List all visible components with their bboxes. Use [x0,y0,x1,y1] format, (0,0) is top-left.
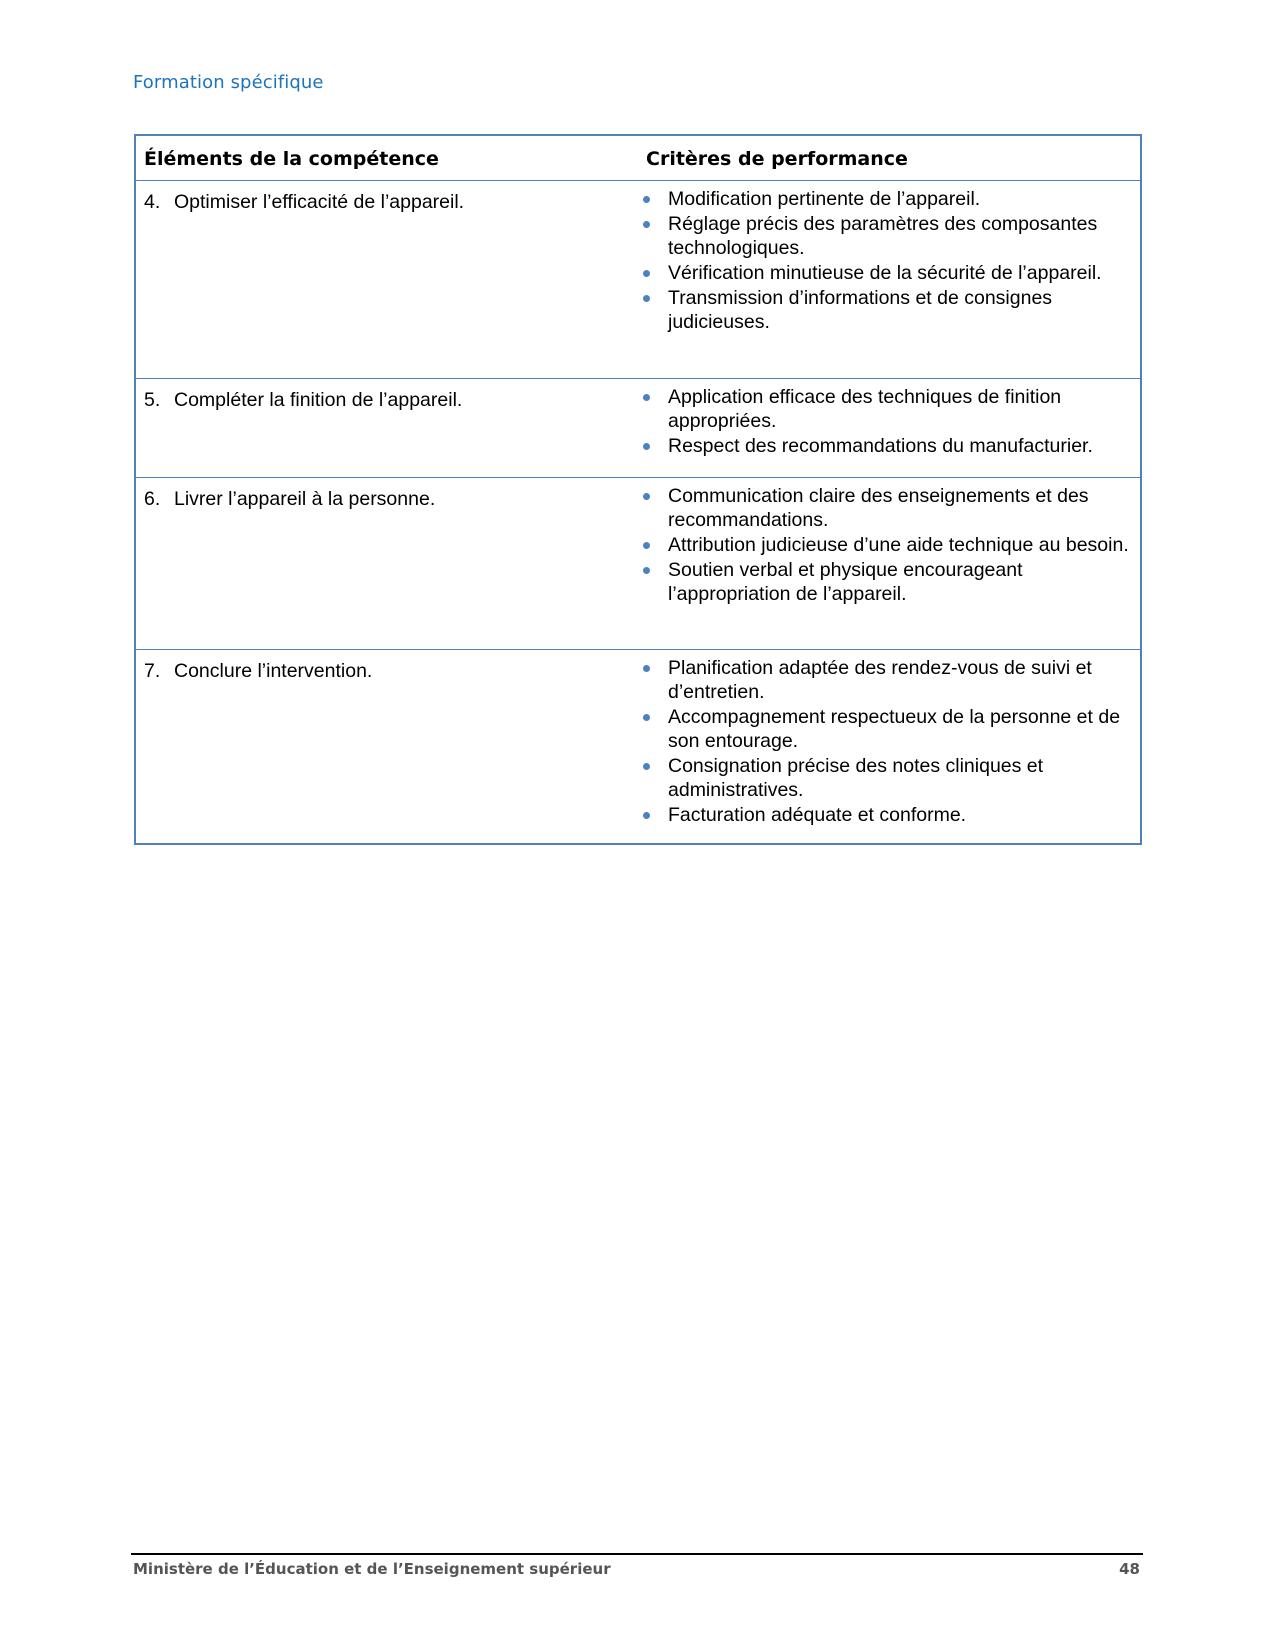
table-row [136,477,1140,649]
table-row [136,649,1140,843]
bullet-icon [643,493,650,500]
bullet-icon [643,542,650,549]
criteria-item: Modification pertinente de l’appareil. [638,187,1134,211]
table-row [136,180,1140,378]
bullet-icon [643,270,650,277]
criteria-item: Vérification minutieuse de la sécurité de l’appareil. [638,261,1134,285]
criteria-item: Application efficace des techniques de finition appropriées. [638,385,1134,433]
bullet-icon [643,714,650,721]
criteria-list [638,385,1134,458]
criteria-cell [638,649,1140,843]
page-number: 48 [1119,1560,1140,1578]
criteria-item: Planification adaptée des rendez-vous de suivi et d’entretien. [638,656,1134,704]
bullet-icon [643,221,650,228]
criteria-list [638,187,1134,334]
footer-divider [131,1553,1143,1555]
criteria-item: Soutien verbal et physique encourageant l’appropriation de l’appareil. [638,558,1134,606]
element-cell [136,378,638,477]
criteria-item: Attribution judicieuse d’une aide technique au besoin. [638,533,1134,557]
element-text: Conclure l’intervention. [174,659,373,682]
criteria-item: Accompagnement respectueux de la personne et de son entourage. [638,705,1134,753]
element-number: 4. [144,190,161,213]
bullet-icon [643,295,650,302]
bullet-icon [643,196,650,203]
element-number: 7. [144,659,161,682]
table-row [136,378,1140,477]
criteria-cell [638,477,1140,649]
element-text: Livrer l’appareil à la personne. [174,487,436,510]
criteria-item: Réglage précis des paramètres des composantes technologiques. [638,212,1134,260]
element-text: Compléter la finition de l’appareil. [174,388,463,411]
element-number: 5. [144,388,161,411]
bullet-icon [643,763,650,770]
competency-table [134,134,1142,845]
element-cell [136,180,638,378]
table-header-row [136,136,1140,180]
section-title: Formation spécifique [133,72,324,93]
criteria-list [638,656,1134,827]
bullet-icon [643,443,650,450]
criteria-item: Respect des recommandations du manufacturier. [638,434,1134,458]
element-text: Optimiser l’efficacité de l’appareil. [174,190,465,213]
criteria-item: Facturation adéquate et conforme. [638,803,1134,827]
element-cell [136,477,638,649]
column-header-elements: Éléments de la compétence [136,136,638,180]
element-cell [136,649,638,843]
criteria-list [638,484,1134,606]
criteria-item: Consignation précise des notes cliniques et administratives. [638,754,1134,802]
footer-organization: Ministère de l’Éducation et de l’Enseignement supérieur [133,1560,611,1578]
bullet-icon [643,812,650,819]
criteria-item: Communication claire des enseignements et des recommandations. [638,484,1134,532]
bullet-icon [643,567,650,574]
criteria-cell [638,378,1140,477]
bullet-icon [643,665,650,672]
column-header-criteria: Critères de performance [638,136,1140,180]
element-number: 6. [144,487,161,510]
bullet-icon [643,394,650,401]
criteria-item: Transmission d’informations et de consignes judicieuses. [638,286,1134,334]
criteria-cell [638,180,1140,378]
